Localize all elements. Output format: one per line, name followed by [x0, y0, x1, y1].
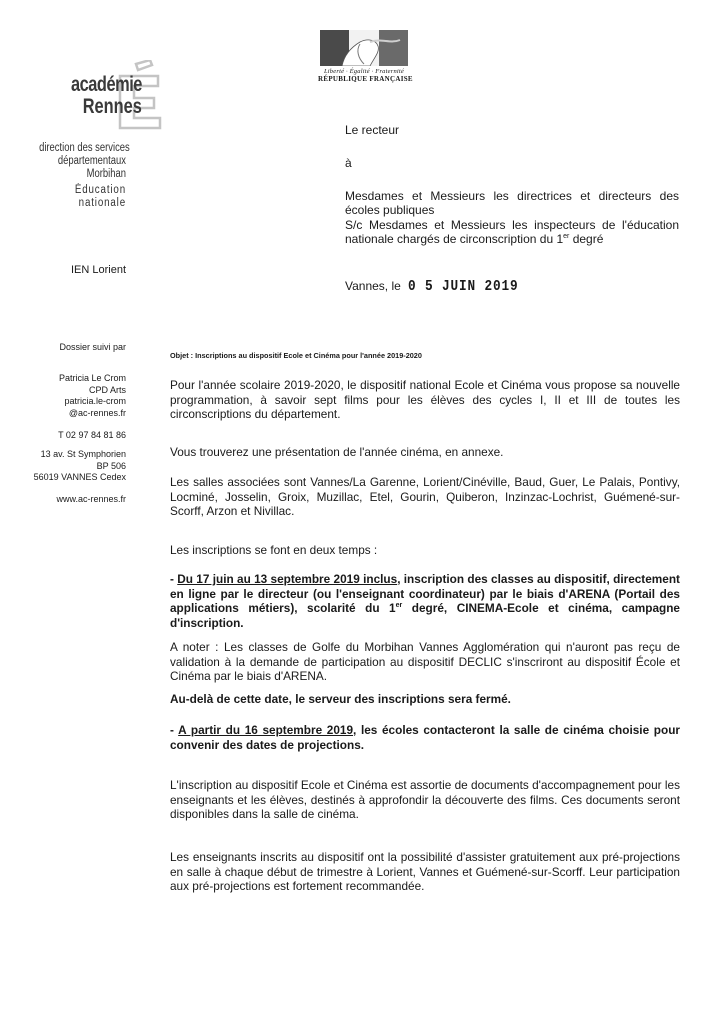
- address-bp: BP 506: [96, 460, 126, 471]
- letter-object: Objet : Inscriptions au dispositif Ecole et Cinéma pour l'année 2019-2020: [170, 351, 422, 360]
- dossier-label: Dossier suivi par: [59, 342, 126, 352]
- addressee-block: [345, 189, 679, 246]
- address-street: 13 av. St Symphorien: [40, 449, 126, 459]
- paragraph-contact-cinema: - A partir du 16 septembre 2019, les écoles contacteront la salle de cinéma choisie pour convenir des dates de projections.: [170, 723, 680, 752]
- addressee-line: S/c Mesdames et Messieurs les inspecteurs de l'éducation nationale chargés de circonscription du 1er degré: [345, 217, 679, 246]
- marianne-logo: [320, 30, 408, 66]
- date-prefix: Vannes, le: [345, 279, 401, 293]
- paragraph: A noter : Les classes de Golfe du Morbihan Vannes Agglomération qui n'auront pas reçu de validation à la demande de participation au dispositif DECLIC s'inscriront au dispositif École et Cinéma par le biais d'ARENA.: [170, 640, 680, 684]
- registration-dates: Du 17 juin au 13 septembre 2019 inclus: [177, 572, 398, 586]
- paragraph-closure: Au-delà de cette date, le serveur des inscriptions sera fermé.: [170, 692, 511, 706]
- republic-motto: Liberté · Égalité · Fraternité: [323, 68, 405, 75]
- education-line: nationale: [78, 197, 126, 209]
- contact-name: Patricia Le Crom: [58, 373, 126, 383]
- contact-address: [20, 449, 126, 484]
- sender-title: Le recteur: [345, 123, 400, 137]
- date-stamp: 0 5 JUIN 2019: [408, 278, 519, 295]
- contact-phone: T 02 97 84 81 86: [58, 430, 126, 440]
- paragraph: Les enseignants inscrits au dispositif ont la possibilité d'assister gratuitement aux pré-projections en salle à chaque début de trimestre à Lorient, Vannes et Guémené-sur-Scorff. Leur participation aux pré-projections est fortement recommandée.: [170, 850, 680, 894]
- addressee-line: Mesdames et Messieurs les directrices et directeurs des écoles publiques: [345, 189, 679, 218]
- republique-francaise-logo: [318, 30, 413, 83]
- paragraph: Les inscriptions se font en deux temps :: [170, 543, 378, 557]
- direction-line: départementaux: [57, 155, 126, 167]
- contact-email-user: patricia.le-crom: [64, 396, 126, 406]
- contact-role: CPD Arts: [88, 384, 126, 395]
- service-name: IEN Lorient: [70, 264, 126, 276]
- to-label: à: [345, 156, 352, 170]
- website-link[interactable]: www.ac-rennes.fr: [56, 494, 126, 504]
- direction-services: [20, 142, 130, 181]
- contact-date: A partir du 16 septembre 2019: [178, 723, 354, 737]
- education-nationale: [20, 184, 126, 210]
- logo-academie-text: académie: [71, 73, 142, 96]
- date-line: [345, 278, 538, 295]
- direction-line: direction des services: [39, 142, 130, 154]
- contact-block: [20, 373, 126, 419]
- address-city: 56019 VANNES Cedex: [33, 472, 126, 482]
- paragraph: Les salles associées sont Vannes/La Garenne, Lorient/Cinéville, Baud, Guer, Le Palais, Pontivy, Locminé, Josselin, Groix, Muzillac, Etel, Gourin, Quiberon, Inzinzac-Lochrist, Guémené-sur-Scorff, Arzon et Nivillac.: [170, 475, 680, 519]
- paragraph: L'inscription au dispositif Ecole et Cinéma est assortie de documents d'accompagnement pour les enseignants et les élèves, destinés à approfondir la découverte des films. Ces documents seront disponibles dans la salle de cinéma.: [170, 778, 680, 822]
- education-line: Éducation: [74, 184, 126, 196]
- direction-line: Morbihan: [86, 168, 126, 180]
- republic-name: RÉPUBLIQUE FRANÇAISE: [318, 75, 413, 83]
- contact-email-domain: @ac-rennes.fr: [68, 407, 126, 418]
- paragraph: Vous trouverez une présentation de l'année cinéma, en annexe.: [170, 445, 504, 459]
- paragraph: Pour l'année scolaire 2019-2020, le dispositif national Ecole et Cinéma vous propose sa nouvelle programmation, à savoir sept films pour les élèves des cycles I, II et III de toutes les circonscriptions du département.: [170, 378, 680, 422]
- logo-rennes-text: Rennes: [82, 95, 142, 118]
- paragraph-registration: - Du 17 juin au 13 septembre 2019 inclus, inscription des classes au dispositif, directement en ligne par le directeur (ou l'enseignant coordinateur) par le biais d'ARENA (Portail des applications métiers), scolarité du 1er degré, CINEMA-Ecole et cinéma, campagne d'inscription.: [170, 572, 680, 630]
